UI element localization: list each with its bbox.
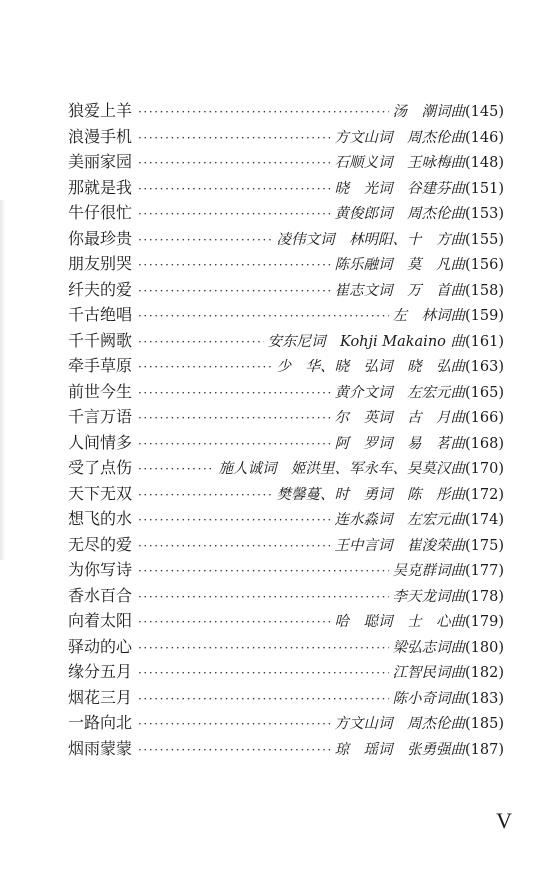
toc-credit: 哈 聪词 士 心曲 — [334, 614, 465, 630]
toc-title: 为你写诗 — [68, 560, 133, 579]
toc-page-number: (182) — [465, 665, 504, 681]
toc-entry[interactable] — [68, 328, 504, 354]
toc-credit: 晓 光词 谷建芬曲 — [334, 180, 465, 197]
toc-credit: 陈乐融词 莫 凡曲 — [334, 257, 465, 273]
toc-credit: 少 华、晓 弘词 晓 弘曲 — [276, 359, 465, 375]
toc-leader-dots — [138, 590, 388, 604]
toc-entry[interactable] — [68, 634, 504, 660]
page-folio-number: V — [496, 808, 512, 833]
toc-entry[interactable] — [68, 659, 504, 685]
toc-page-number: (148) — [465, 155, 504, 171]
toc-credit: 阿 罗词 易 茗曲 — [334, 435, 465, 452]
toc-leader-dots — [138, 641, 388, 655]
toc-page-number: (145) — [465, 104, 504, 120]
toc-entry[interactable] — [68, 583, 504, 609]
toc-credit: 梁弘志词曲 — [392, 639, 465, 656]
toc-leader-dots — [138, 233, 272, 247]
toc-credit: 方文山词 周杰伦曲 — [334, 129, 465, 146]
toc-entry[interactable] — [68, 455, 504, 481]
toc-leader-dots — [138, 284, 330, 298]
toc-leader-dots — [138, 513, 330, 527]
toc-title: 千千阙歌 — [68, 330, 133, 350]
toc-page-number: (146) — [465, 129, 504, 146]
toc-page-number: (166) — [465, 410, 504, 426]
toc-title: 牵手草原 — [68, 356, 133, 375]
toc-title: 你最珍贵 — [68, 228, 133, 248]
toc-title: 千古绝唱 — [68, 305, 133, 324]
toc-page-number: (156) — [465, 257, 504, 273]
toc-credit: 方文山词 周杰伦曲 — [334, 716, 465, 732]
toc-page-number: (177) — [465, 563, 504, 579]
toc-credit: 江智民词曲 — [392, 665, 465, 681]
toc-title: 向着太阳 — [68, 611, 133, 630]
toc-entry[interactable] — [68, 149, 504, 175]
toc-credit: 汤 潮词曲 — [392, 104, 465, 120]
toc-credit: 凌伟文词 林明阳、十 方曲 — [276, 231, 465, 248]
toc-leader-dots — [138, 615, 330, 629]
toc-leader-dots — [138, 360, 272, 374]
toc-entry[interactable] — [68, 685, 504, 711]
toc-page-number: (179) — [465, 614, 504, 630]
toc-entry[interactable] — [68, 98, 504, 124]
toc-leader-dots — [138, 437, 330, 451]
toc-title: 那就是我 — [68, 177, 133, 197]
toc-title: 狼爱上羊 — [68, 101, 133, 120]
toc-title: 烟雨蒙蒙 — [68, 738, 133, 758]
toc-page-number: (185) — [465, 716, 504, 732]
toc-entry[interactable] — [68, 302, 504, 328]
toc-entry[interactable] — [68, 430, 504, 456]
toc-leader-dots — [138, 131, 330, 145]
toc-credit: 李天龙词曲 — [392, 588, 465, 605]
toc-credit: 左 林词曲 — [392, 308, 465, 324]
toc-entry[interactable] — [68, 200, 504, 226]
toc-entry[interactable] — [68, 226, 504, 252]
toc-credit: 崔志文词 万 首曲 — [334, 282, 465, 299]
toc-leader-dots — [138, 258, 330, 272]
toc-entry[interactable] — [68, 736, 504, 762]
toc-page-number: (183) — [465, 690, 504, 707]
toc-entry[interactable] — [68, 506, 504, 532]
toc-leader-dots — [138, 156, 330, 170]
toc-page-number: (170) — [465, 461, 504, 477]
toc-credit: 陈小奇词曲 — [392, 690, 465, 707]
toc-entry[interactable] — [68, 404, 504, 430]
toc-credit: 石顺义词 王咏梅曲 — [334, 155, 465, 171]
toc-leader-dots — [138, 692, 388, 706]
toc-title: 天下无双 — [68, 483, 133, 503]
toc-leader-dots — [138, 462, 214, 476]
toc-leader-dots — [138, 717, 330, 731]
toc-leader-dots — [138, 411, 330, 425]
toc-page-number: (174) — [465, 512, 504, 528]
toc-credit: 安东尼词 Kohji Makaino 曲 — [267, 333, 465, 350]
toc-page-number: (153) — [465, 206, 504, 222]
toc-leader-dots — [138, 309, 388, 323]
toc-page-number: (180) — [465, 639, 504, 656]
toc-page-number: (159) — [465, 308, 504, 324]
toc-credit: 吴克群词曲 — [392, 563, 465, 579]
toc-page-number: (158) — [465, 282, 504, 299]
toc-title: 美丽家园 — [68, 152, 133, 171]
toc-entry[interactable] — [68, 175, 504, 201]
toc-leader-dots — [138, 539, 330, 553]
toc-credit: 王中言词 崔浚荣曲 — [334, 537, 465, 554]
toc-entry[interactable] — [68, 379, 504, 405]
toc-page-number: (151) — [465, 180, 504, 197]
toc-title: 受了点伤 — [68, 458, 133, 477]
toc-credit: 琼 瑶词 张勇强曲 — [334, 741, 465, 758]
toc-entry[interactable] — [68, 557, 504, 583]
toc-credit: 连水淼词 左宏元曲 — [334, 512, 465, 528]
toc-entry[interactable] — [68, 277, 504, 303]
toc-page-number: (178) — [465, 588, 504, 605]
toc-title: 朋友别哭 — [68, 254, 133, 273]
toc-title: 缘分五月 — [68, 662, 133, 681]
toc-title: 前世今生 — [68, 381, 133, 401]
toc-entry[interactable] — [68, 532, 504, 558]
toc-credit: 尔 英词 古 月曲 — [334, 410, 465, 426]
toc-page-number: (175) — [465, 537, 504, 554]
gutter-shadow — [0, 200, 6, 560]
toc-credit: 黄介文词 左宏元曲 — [334, 384, 465, 401]
toc-title: 浪漫手机 — [68, 126, 133, 146]
toc-entry[interactable] — [68, 251, 504, 277]
toc-leader-dots — [138, 335, 263, 349]
toc-page-number: (163) — [465, 359, 504, 375]
toc-entry[interactable] — [68, 710, 504, 736]
toc-entry[interactable] — [68, 353, 504, 379]
toc-page-number: (172) — [465, 486, 504, 503]
toc-title: 纤夫的爱 — [68, 279, 133, 299]
toc-title: 香水百合 — [68, 585, 133, 605]
toc-credit: 樊馨蔓、时 勇词 陈 彤曲 — [276, 486, 465, 503]
table-of-contents — [68, 98, 504, 761]
toc-title: 无尽的爱 — [68, 534, 133, 554]
toc-page-number: (165) — [465, 384, 504, 401]
toc-title: 千言万语 — [68, 407, 133, 426]
toc-leader-dots — [138, 386, 330, 400]
toc-leader-dots — [138, 488, 272, 502]
toc-title: 一路向北 — [68, 713, 133, 732]
toc-page-number: (161) — [465, 333, 504, 350]
toc-title: 牛仔很忙 — [68, 203, 133, 222]
toc-credit: 黄俊郎词 周杰伦曲 — [334, 206, 465, 222]
toc-title: 想飞的水 — [68, 509, 133, 528]
toc-leader-dots — [138, 666, 388, 680]
toc-page-number: (168) — [465, 435, 504, 452]
toc-leader-dots — [138, 564, 388, 578]
toc-leader-dots — [138, 207, 330, 221]
toc-credit: 施人诚词 姬洪里、军永车、旲莫汉曲 — [218, 461, 465, 477]
toc-page-number: (187) — [465, 741, 504, 758]
toc-leader-dots — [138, 743, 330, 757]
toc-leader-dots — [138, 105, 388, 119]
toc-entry[interactable] — [68, 124, 504, 150]
toc-entry[interactable] — [68, 608, 504, 634]
toc-page-number: (155) — [465, 231, 504, 248]
toc-title: 人间情多 — [68, 432, 133, 452]
toc-title: 烟花三月 — [68, 687, 133, 707]
toc-entry[interactable] — [68, 481, 504, 507]
toc-leader-dots — [138, 182, 330, 196]
toc-title: 驿动的心 — [68, 636, 133, 656]
